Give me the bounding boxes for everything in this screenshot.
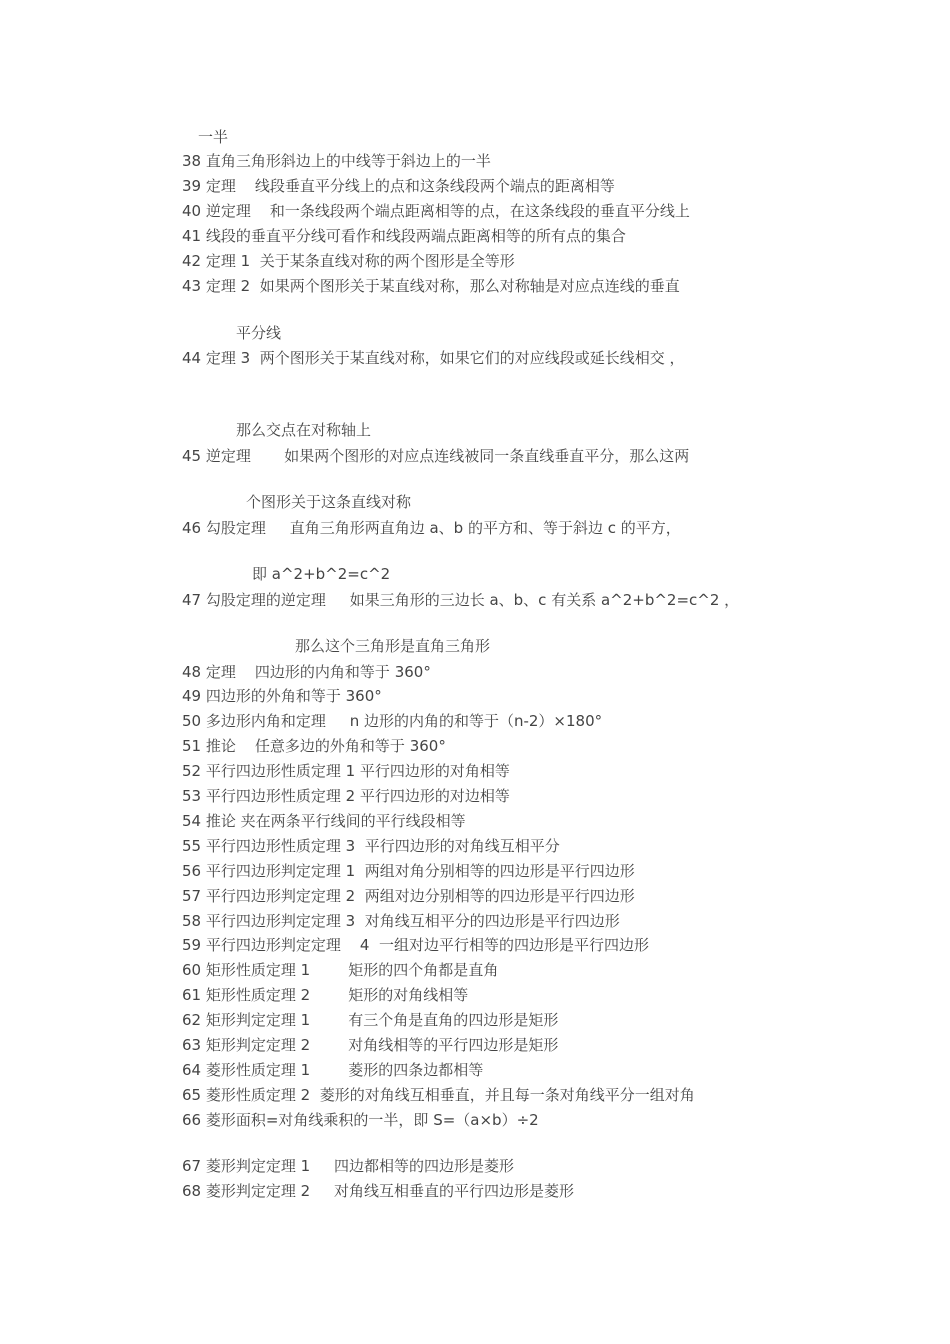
- text-line: 即 a^2+b^2=c^2: [252, 565, 391, 583]
- text-line: 38 直角三角形斜边上的中线等于斜边上的一半: [182, 152, 491, 170]
- text-line: 42 定理 1 关于某条直线对称的两个图形是全等形: [182, 252, 515, 270]
- text-line: 64 菱形性质定理 1 菱形的四条边都相等: [182, 1061, 484, 1079]
- text-line: 58 平行四边形判定定理 3 对角线互相平分的四边形是平行四边形: [182, 912, 620, 930]
- text-line: 59 平行四边形判定定理 4 一组对边平行相等的四边形是平行四边形: [182, 936, 650, 954]
- text-line: 45 逆定理 如果两个图形的对应点连线被同一条直线垂直平分，那么这两: [182, 447, 690, 465]
- text-line: 39 定理 线段垂直平分线上的点和这条线段两个端点的距离相等: [182, 177, 615, 195]
- text-line: 一半: [198, 128, 229, 146]
- text-line: 54 推论 夹在两条平行线间的平行线段相等: [182, 812, 466, 830]
- text-line: 60 矩形性质定理 1 矩形的四个角都是直角: [182, 961, 499, 979]
- text-line: 61 矩形性质定理 2 矩形的对角线相等: [182, 986, 469, 1004]
- text-line: 63 矩形判定定理 2 对角线相等的平行四边形是矩形: [182, 1036, 559, 1054]
- text-line: 51 推论 任意多边的外角和等于 360°: [182, 737, 446, 755]
- text-line: 56 平行四边形判定定理 1 两组对角分别相等的四边形是平行四边形: [182, 862, 635, 880]
- text-line: 67 菱形判定定理 1 四边都相等的四边形是菱形: [182, 1157, 515, 1175]
- text-line: 47 勾股定理的逆定理 如果三角形的三边长 a、b、c 有关系 a^2+b^2=c^2 ，: [182, 591, 740, 609]
- text-line: 40 逆定理 和一条线段两个端点距离相等的点，在这条线段的垂直平分线上: [182, 202, 690, 220]
- text-line: 46 勾股定理 直角三角形两直角边 a、b 的平方和、等于斜边 c 的平方，: [182, 519, 681, 537]
- text-line: 49 四边形的外角和等于 360°: [182, 687, 382, 705]
- text-line: 44 定理 3 两个图形关于某直线对称，如果它们的对应线段或延长线相交 ，: [182, 349, 685, 367]
- text-line: 41 线段的垂直平分线可看作和线段两端点距离相等的所有点的集合: [182, 227, 626, 245]
- text-line: 43 定理 2 如果两个图形关于某直线对称，那么对称轴是对应点连线的垂直: [182, 277, 680, 295]
- text-line: 50 多边形内角和定理 n 边形的内角的和等于（n-2）×180°: [182, 712, 603, 730]
- text-line: 那么这个三角形是直角三角形: [295, 637, 491, 655]
- text-line: 52 平行四边形性质定理 1 平行四边形的对角相等: [182, 762, 510, 780]
- text-line: 68 菱形判定定理 2 对角线互相垂直的平行四边形是菱形: [182, 1182, 575, 1200]
- text-line: 57 平行四边形判定定理 2 两组对边分别相等的四边形是平行四边形: [182, 887, 635, 905]
- text-line: 个图形关于这条直线对称: [246, 493, 412, 511]
- text-line: 62 矩形判定定理 1 有三个角是直角的四边形是矩形: [182, 1011, 559, 1029]
- text-line: 那么交点在对称轴上: [236, 421, 372, 439]
- text-line: 48 定理 四边形的内角和等于 360°: [182, 663, 431, 681]
- text-line: 53 平行四边形性质定理 2 平行四边形的对边相等: [182, 787, 510, 805]
- text-line: 66 菱形面积=对角线乘积的一半，即 S=（a×b）÷2: [182, 1111, 539, 1129]
- text-line: 55 平行四边形性质定理 3 平行四边形的对角线互相平分: [182, 837, 560, 855]
- text-line: 平分线: [236, 324, 282, 342]
- text-line: 65 菱形性质定理 2 菱形的对角线互相垂直，并且每一条对角线平分一组对角: [182, 1086, 695, 1104]
